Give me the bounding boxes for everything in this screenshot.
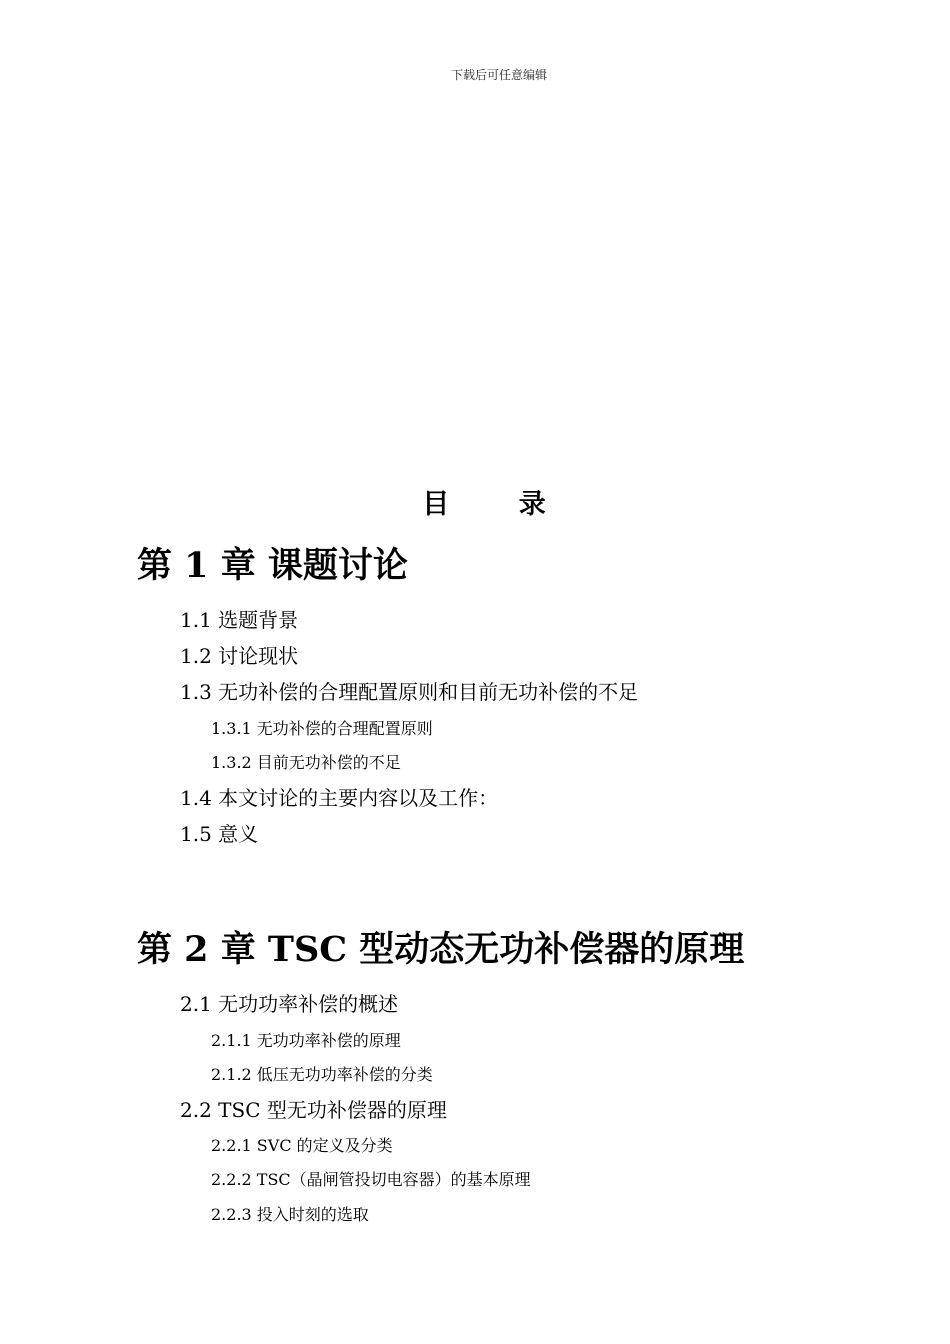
toc-section-1-2[interactable]: 1.2 讨论现状 xyxy=(180,644,299,668)
toc-chapter-1[interactable]: 第 1 章 课题讨论 xyxy=(137,545,408,586)
toc-title: 目 录 xyxy=(422,489,576,520)
toc-subsection-1-3-1[interactable]: 1.3.1 无功补偿的合理配置原则 xyxy=(211,719,433,738)
toc-section-2-2[interactable]: 2.2 TSC 型无功补偿器的原理 xyxy=(180,1098,447,1122)
toc-subsection-2-2-2[interactable]: 2.2.2 TSC（晶闸管投切电容器）的基本原理 xyxy=(211,1170,531,1189)
toc-section-1-3[interactable]: 1.3 无功补偿的合理配置原则和目前无功补偿的不足 xyxy=(180,680,639,704)
toc-chapter-2[interactable]: 第 2 章 TSC 型动态无功补偿器的原理 xyxy=(137,929,745,970)
toc-subsection-2-2-1[interactable]: 2.2.1 SVC 的定义及分类 xyxy=(211,1136,393,1155)
toc-subsection-2-2-3[interactable]: 2.2.3 投入时刻的选取 xyxy=(211,1205,369,1224)
toc-section-1-4[interactable]: 1.4 本文讨论的主要内容以及工作： xyxy=(180,786,499,810)
toc-section-1-5[interactable]: 1.5 意义 xyxy=(180,822,259,846)
toc-section-1-1[interactable]: 1.1 选题背景 xyxy=(180,608,299,632)
toc-subsection-2-1-1[interactable]: 2.1.1 无功功率补偿的原理 xyxy=(211,1031,401,1050)
header-note: 下载后可任意编辑 xyxy=(450,68,547,82)
toc-section-2-1[interactable]: 2.1 无功功率补偿的概述 xyxy=(180,992,399,1016)
toc-subsection-1-3-2[interactable]: 1.3.2 目前无功补偿的不足 xyxy=(211,753,401,772)
toc-subsection-2-1-2[interactable]: 2.1.2 低压无功功率补偿的分类 xyxy=(211,1065,433,1084)
